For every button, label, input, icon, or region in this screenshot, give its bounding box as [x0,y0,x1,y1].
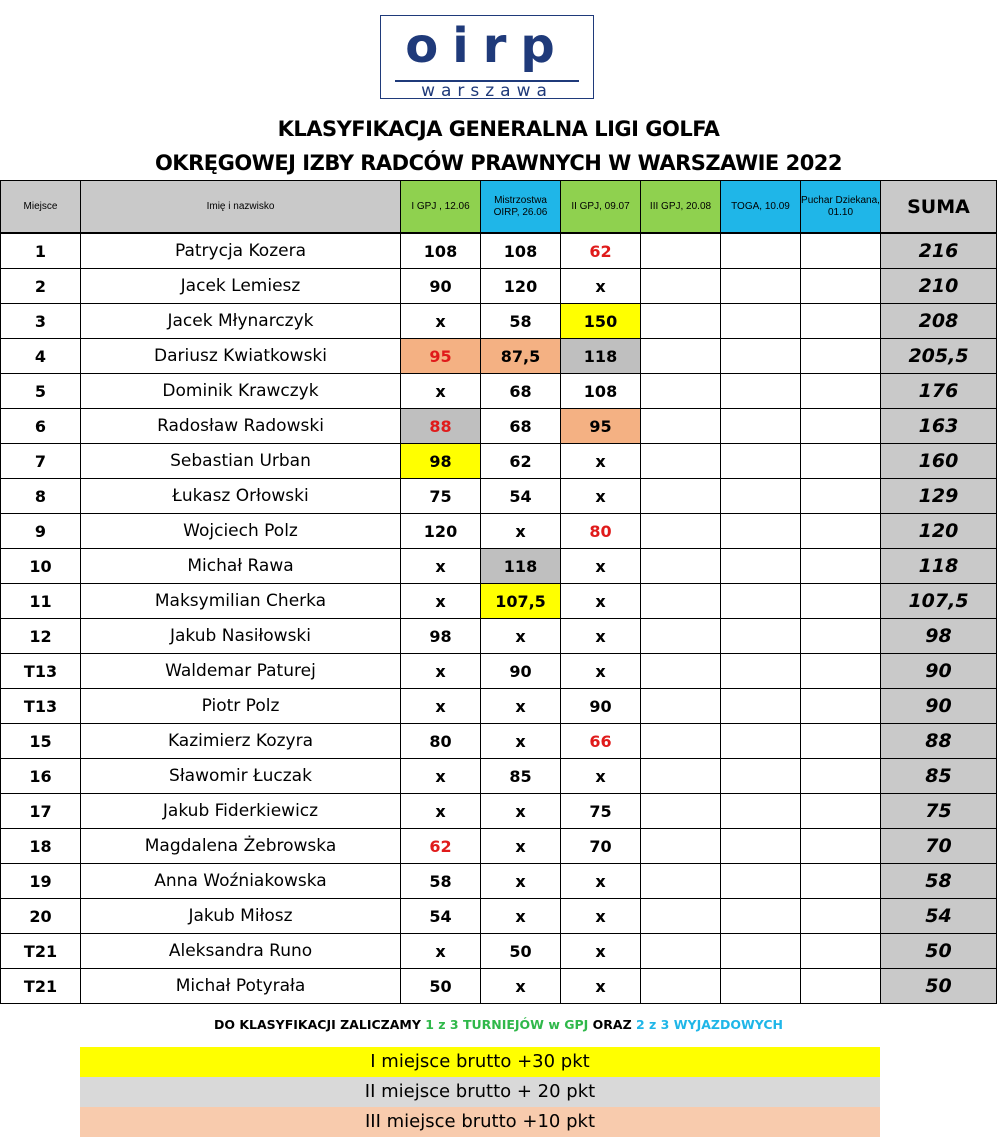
player-name: Wojciech Polz [81,514,401,549]
score-t4 [641,969,721,1004]
score-t1: 88 [401,409,481,444]
player-name: Michał Potyrała [81,969,401,1004]
place-cell: 4 [1,339,81,374]
place-cell: 17 [1,794,81,829]
score-t5 [721,864,801,899]
score-t1: 120 [401,514,481,549]
score-t4 [641,339,721,374]
score-t6 [801,514,881,549]
score-t6 [801,829,881,864]
score-t1: x [401,759,481,794]
header-sum: SUMA [881,181,997,234]
player-name: Jakub Fiderkiewicz [81,794,401,829]
sum-cell: 210 [881,269,997,304]
score-t4 [641,794,721,829]
score-t3: 70 [561,829,641,864]
score-t3: 66 [561,724,641,759]
score-t4 [641,444,721,479]
place-cell: 1 [1,233,81,269]
score-t1: x [401,689,481,724]
table-row [1,934,997,969]
sum-cell: 75 [881,794,997,829]
score-t4 [641,374,721,409]
table-row [1,374,997,409]
table-row [1,269,997,304]
score-t6 [801,304,881,339]
score-t3: x [561,619,641,654]
score-t5 [721,899,801,934]
page-title-line2: OKRĘGOWEJ IZBY RADCÓW PRAWNYCH W WARSZAWIE 2022 [154,151,843,175]
score-t3: x [561,654,641,689]
page-title-line1: KLASYFIKACJA GENERALNA LIGI GOLFA [277,117,720,141]
classification-note [0,1016,997,1034]
score-t2: 68 [481,409,561,444]
place-cell: 8 [1,479,81,514]
score-t3: x [561,479,641,514]
score-t3: x [561,549,641,584]
score-t4 [641,304,721,339]
score-t1: 108 [401,233,481,269]
score-t1: x [401,304,481,339]
player-name: Anna Woźniakowska [81,864,401,899]
table-row [1,339,997,374]
sum-cell: 129 [881,479,997,514]
player-name: Sebastian Urban [81,444,401,479]
score-t3: 90 [561,689,641,724]
header-place: Miejsce [1,181,81,234]
place-cell: 18 [1,829,81,864]
score-t5 [721,619,801,654]
score-t6 [801,584,881,619]
place-cell: 16 [1,759,81,794]
score-t3: x [561,759,641,794]
place-cell: 10 [1,549,81,584]
header-tournament-6: Puchar Dziekana, 01.10 [801,181,881,234]
header-tournament-5: TOGA, 10.09 [721,181,801,234]
score-t4 [641,479,721,514]
score-t4 [641,864,721,899]
table-row [1,864,997,899]
score-t5 [721,444,801,479]
player-name: Magdalena Żebrowska [81,829,401,864]
score-t6 [801,934,881,969]
score-t6 [801,549,881,584]
score-t2: 108 [481,233,561,269]
score-t4 [641,549,721,584]
score-t5 [721,829,801,864]
score-t4 [641,269,721,304]
place-cell: 2 [1,269,81,304]
player-name: Jakub Miłosz [81,899,401,934]
score-t3: x [561,864,641,899]
score-t4 [641,409,721,444]
player-name: Radosław Radowski [81,409,401,444]
place-cell: 12 [1,619,81,654]
score-t5 [721,654,801,689]
place-cell: 7 [1,444,81,479]
sum-cell: 50 [881,969,997,1004]
sum-cell: 98 [881,619,997,654]
score-t2: 54 [481,479,561,514]
score-t3: x [561,899,641,934]
score-t2: x [481,794,561,829]
table-row [1,514,997,549]
score-t5 [721,304,801,339]
score-t6 [801,339,881,374]
score-t3: 150 [561,304,641,339]
sum-cell: 50 [881,934,997,969]
score-t6 [801,864,881,899]
ranking-table [0,180,997,1004]
score-t4 [641,654,721,689]
score-t4 [641,724,721,759]
score-t2: 68 [481,374,561,409]
legend-first-place: I miejsce brutto +30 pkt [80,1047,880,1077]
note-part-2: 1 z 3 TURNIEJÓW w GPJ [425,1017,589,1032]
place-cell: T13 [1,654,81,689]
score-t5 [721,549,801,584]
score-t5 [721,724,801,759]
score-t1: x [401,549,481,584]
score-t5 [721,969,801,1004]
score-t2: 62 [481,444,561,479]
score-t4 [641,689,721,724]
sum-cell: 90 [881,654,997,689]
score-t3: x [561,934,641,969]
score-t4 [641,934,721,969]
place-cell: T21 [1,934,81,969]
score-t1: x [401,584,481,619]
table-row [1,549,997,584]
sum-cell: 85 [881,759,997,794]
sum-cell: 58 [881,864,997,899]
score-t1: 98 [401,444,481,479]
player-name: Waldemar Paturej [81,654,401,689]
score-t2: 118 [481,549,561,584]
score-t4 [641,829,721,864]
place-cell: 11 [1,584,81,619]
score-t6 [801,269,881,304]
sum-cell: 88 [881,724,997,759]
header-row [1,181,997,234]
score-t5 [721,759,801,794]
sum-cell: 176 [881,374,997,409]
table-row [1,759,997,794]
score-t2: x [481,724,561,759]
player-name: Michał Rawa [81,549,401,584]
score-t6 [801,444,881,479]
score-t5 [721,584,801,619]
score-t1: 75 [401,479,481,514]
table-row [1,444,997,479]
note-part-3: ORAZ [588,1017,636,1032]
ranking-body [1,233,997,1004]
table-row [1,829,997,864]
place-cell: 3 [1,304,81,339]
header-tournament-3: II GPJ, 09.07 [561,181,641,234]
score-t5 [721,479,801,514]
score-t2: 107,5 [481,584,561,619]
score-t5 [721,689,801,724]
score-t5 [721,269,801,304]
score-t3: 108 [561,374,641,409]
score-t3: x [561,444,641,479]
place-cell: 19 [1,864,81,899]
header-name: Imię i nazwisko [81,181,401,234]
table-row [1,899,997,934]
sum-cell: 118 [881,549,997,584]
score-t1: 62 [401,829,481,864]
place-cell: T21 [1,969,81,1004]
table-row [1,479,997,514]
table-row [1,794,997,829]
player-name: Kazimierz Kozyra [81,724,401,759]
score-t1: 98 [401,619,481,654]
score-t5 [721,934,801,969]
score-t6 [801,233,881,269]
table-row [1,304,997,339]
score-t2: x [481,514,561,549]
score-t4 [641,514,721,549]
sum-cell: 120 [881,514,997,549]
score-t3: 80 [561,514,641,549]
score-t6 [801,409,881,444]
score-t5 [721,794,801,829]
note-part-1: DO KLASYFIKACJI ZALICZAMY [214,1017,426,1032]
score-t2: x [481,864,561,899]
player-name: Piotr Polz [81,689,401,724]
place-cell: 20 [1,899,81,934]
score-t1: 90 [401,269,481,304]
score-t5 [721,409,801,444]
player-name: Dominik Krawczyk [81,374,401,409]
table-row [1,619,997,654]
score-t1: x [401,374,481,409]
score-t6 [801,479,881,514]
player-name: Aleksandra Runo [81,934,401,969]
player-name: Sławomir Łuczak [81,759,401,794]
player-name: Maksymilian Cherka [81,584,401,619]
header-tournament-1: I GPJ , 12.06 [401,181,481,234]
table-row [1,584,997,619]
sum-cell: 70 [881,829,997,864]
sum-cell: 208 [881,304,997,339]
score-t5 [721,339,801,374]
score-t2: x [481,829,561,864]
sum-cell: 216 [881,233,997,269]
legend-third-place: III miejsce brutto +10 pkt [80,1107,880,1137]
score-t6 [801,689,881,724]
score-t6 [801,619,881,654]
score-t1: 80 [401,724,481,759]
sum-cell: 54 [881,899,997,934]
score-t1: 54 [401,899,481,934]
sum-cell: 160 [881,444,997,479]
header-tournament-4: III GPJ, 20.08 [641,181,721,234]
sum-cell: 90 [881,689,997,724]
score-t4 [641,619,721,654]
place-cell: 15 [1,724,81,759]
player-name: Łukasz Orłowski [81,479,401,514]
score-t5 [721,514,801,549]
player-name: Jacek Młynarczyk [81,304,401,339]
score-t3: 62 [561,233,641,269]
score-t4 [641,899,721,934]
place-cell: 5 [1,374,81,409]
score-t2: 120 [481,269,561,304]
score-t4 [641,584,721,619]
score-t3: x [561,584,641,619]
score-t6 [801,969,881,1004]
table-row [1,233,997,269]
score-t6 [801,374,881,409]
score-t5 [721,233,801,269]
score-t2: x [481,689,561,724]
score-t2: x [481,969,561,1004]
score-t2: 50 [481,934,561,969]
score-t2: x [481,619,561,654]
table-row [1,654,997,689]
sum-cell: 205,5 [881,339,997,374]
table-row [1,724,997,759]
score-t3: 75 [561,794,641,829]
score-t2: 87,5 [481,339,561,374]
score-t4 [641,233,721,269]
score-t2: 85 [481,759,561,794]
place-cell: 9 [1,514,81,549]
score-t1: 95 [401,339,481,374]
score-t6 [801,654,881,689]
score-t4 [641,759,721,794]
score-t3: 95 [561,409,641,444]
player-name: Patrycja Kozera [81,233,401,269]
score-t1: 50 [401,969,481,1004]
table-row [1,969,997,1004]
score-t6 [801,794,881,829]
score-t5 [721,374,801,409]
score-t2: 58 [481,304,561,339]
score-t3: x [561,269,641,304]
score-t3: x [561,969,641,1004]
score-t6 [801,724,881,759]
player-name: Jakub Nasiłowski [81,619,401,654]
score-t6 [801,899,881,934]
player-name: Jacek Lemiesz [81,269,401,304]
score-t1: x [401,794,481,829]
header-tournament-2: Mistrzostwa OIRP, 26.06 [481,181,561,234]
legend-second-place: II miejsce brutto + 20 pkt [80,1077,880,1107]
logo-main-text: oirp [405,18,569,74]
score-t6 [801,759,881,794]
score-t2: x [481,899,561,934]
oirp-warszawa-logo [380,15,594,99]
score-t3: 118 [561,339,641,374]
place-cell: 6 [1,409,81,444]
score-t1: 58 [401,864,481,899]
place-cell: T13 [1,689,81,724]
note-part-4: 2 z 3 WYJAZDOWYCH [636,1017,783,1032]
score-t1: x [401,934,481,969]
sum-cell: 107,5 [881,584,997,619]
player-name: Dariusz Kwiatkowski [81,339,401,374]
logo-sub-text: warszawa [421,81,553,101]
table-row [1,409,997,444]
score-t2: 90 [481,654,561,689]
table-row [1,689,997,724]
score-t1: x [401,654,481,689]
sum-cell: 163 [881,409,997,444]
